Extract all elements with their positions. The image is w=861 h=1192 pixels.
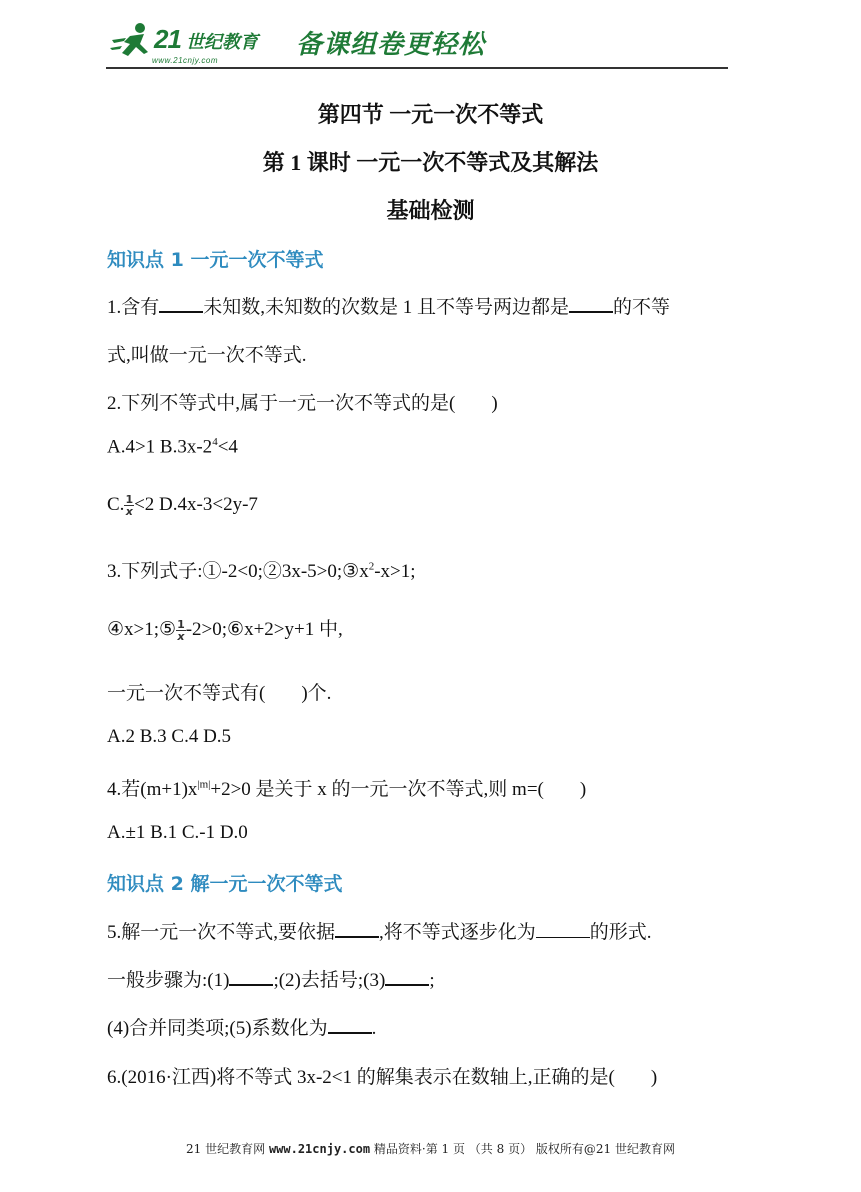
q1-text-a: 1.含有 (107, 297, 160, 318)
q5-period: . (371, 1018, 377, 1039)
q2-option-b-rest: <4 (217, 436, 238, 458)
q4-exponent: |m| (197, 778, 211, 791)
q3-line3-b: )个. (301, 683, 332, 704)
q5-text-a: 5.解一元一次不等式,要依据 (107, 922, 336, 943)
q4-paren-close: ) (579, 779, 587, 800)
q3-line2-a: ④x>1;⑤ (107, 619, 177, 640)
knowledge-point-2-heading: 知识点 2 解一元一次不等式 (107, 873, 343, 895)
header-slogan: 备课组卷更轻松 (296, 30, 486, 60)
q2-options-cd (107, 494, 258, 517)
section-title: 第四节 一元一次不等式 (317, 102, 544, 127)
footer-site-name: 21 世纪教育网 (186, 1142, 269, 1156)
q2-fraction (124, 494, 134, 517)
q5-step-1-label: 一般步骤为:(1) (107, 970, 230, 991)
question-3-line2 (107, 614, 343, 642)
q3-fraction (176, 619, 186, 642)
q3-exponent: 2 (368, 560, 375, 573)
question-2 (107, 388, 498, 415)
header-logo (106, 20, 726, 72)
q5-blank-5[interactable] (328, 1014, 372, 1034)
q1-text-c: 的不等 (613, 297, 671, 318)
q3-line1: 3.下列式子:①-2<0;②3x-5>0;③x (107, 561, 369, 582)
fraction-denominator: x (177, 630, 185, 644)
question-1 (107, 292, 670, 319)
question-1-cont: 式,叫做一元一次不等式. (107, 345, 307, 366)
logo-url: www.21cnjy.com (152, 56, 218, 65)
q5-blank-3[interactable] (229, 966, 273, 986)
q3-line1-rest: -x>1; (374, 561, 416, 582)
q1-blank-1[interactable] (159, 293, 203, 313)
q5-semicolon: ; (429, 970, 435, 991)
fraction-numerator: 1 (125, 493, 134, 507)
q1-blank-2[interactable] (569, 293, 613, 313)
q5-blank-4[interactable] (385, 966, 429, 986)
q5-step-2-3-label: ;(2)去括号;(3) (273, 970, 386, 991)
q2-option-a-b: A.4>1 B.3x-2 (107, 436, 213, 458)
logo-number: 21 (154, 24, 181, 54)
q2-options-ab (107, 436, 238, 458)
runner-logo-icon (110, 22, 158, 62)
page-footer (0, 1140, 861, 1157)
q6-paren-close: ) (650, 1067, 658, 1088)
subsection-title: 基础检测 (386, 198, 475, 223)
question-5-line3 (107, 1013, 376, 1040)
q3-line3-a: 一元一次不等式有( (107, 683, 266, 704)
q3-line2-b: -2>0;⑥x+2>y+1 中, (185, 619, 343, 640)
lesson-title: 第 1 课时 一元一次不等式及其解法 (262, 150, 599, 175)
q3-options: A.2 B.3 C.4 D.5 (107, 726, 232, 747)
q2-exponent: 4 (212, 436, 218, 448)
header-divider (106, 67, 728, 69)
q5-blank-2[interactable] (536, 919, 590, 938)
q5-blank-1[interactable] (335, 918, 379, 938)
footer-url[interactable]: www.21cnjy.com (268, 1142, 371, 1156)
q4-stem-a: 4.若(m+1)x (107, 779, 198, 800)
q5-step-4-5-label: (4)合并同类项;(5)系数化为 (107, 1018, 328, 1039)
logo-text: 世纪教育 (186, 32, 258, 53)
fraction-numerator: 1 (177, 618, 185, 632)
question-5 (107, 917, 652, 944)
q2-option-c-label: C. (107, 494, 125, 515)
q5-text-b: ,将不等式逐步化为 (379, 922, 536, 943)
q1-text-b: 未知数,未知数的次数是 1 且不等号两边都是 (203, 297, 570, 318)
q4-options: A.±1 B.1 C.-1 D.0 (107, 822, 248, 843)
question-3 (107, 556, 416, 583)
fraction-denominator: x (125, 505, 133, 519)
q2-option-cd-rest: <2 D.4x-3<2y-7 (134, 494, 258, 515)
question-3-line3 (107, 678, 331, 705)
q4-stem-b: +2>0 是关于 x 的一元一次不等式,则 m=( (210, 779, 544, 800)
q2-stem: 2.下列不等式中,属于一元一次不等式的是( (107, 393, 456, 414)
question-5-line2 (107, 965, 435, 992)
question-4 (107, 774, 586, 801)
q5-text-c: 的形式. (589, 922, 652, 943)
knowledge-point-1-heading: 知识点 1 一元一次不等式 (107, 249, 324, 271)
q2-paren-close: ) (491, 393, 498, 414)
question-6 (107, 1062, 657, 1089)
q6-stem: 6.(2016·江西)将不等式 3x-2<1 的解集表示在数轴上,正确的是( (107, 1067, 615, 1088)
footer-page-info: 精品资料·第 1 页 （共 8 页） 版权所有@21 世纪教育网 (370, 1142, 675, 1156)
